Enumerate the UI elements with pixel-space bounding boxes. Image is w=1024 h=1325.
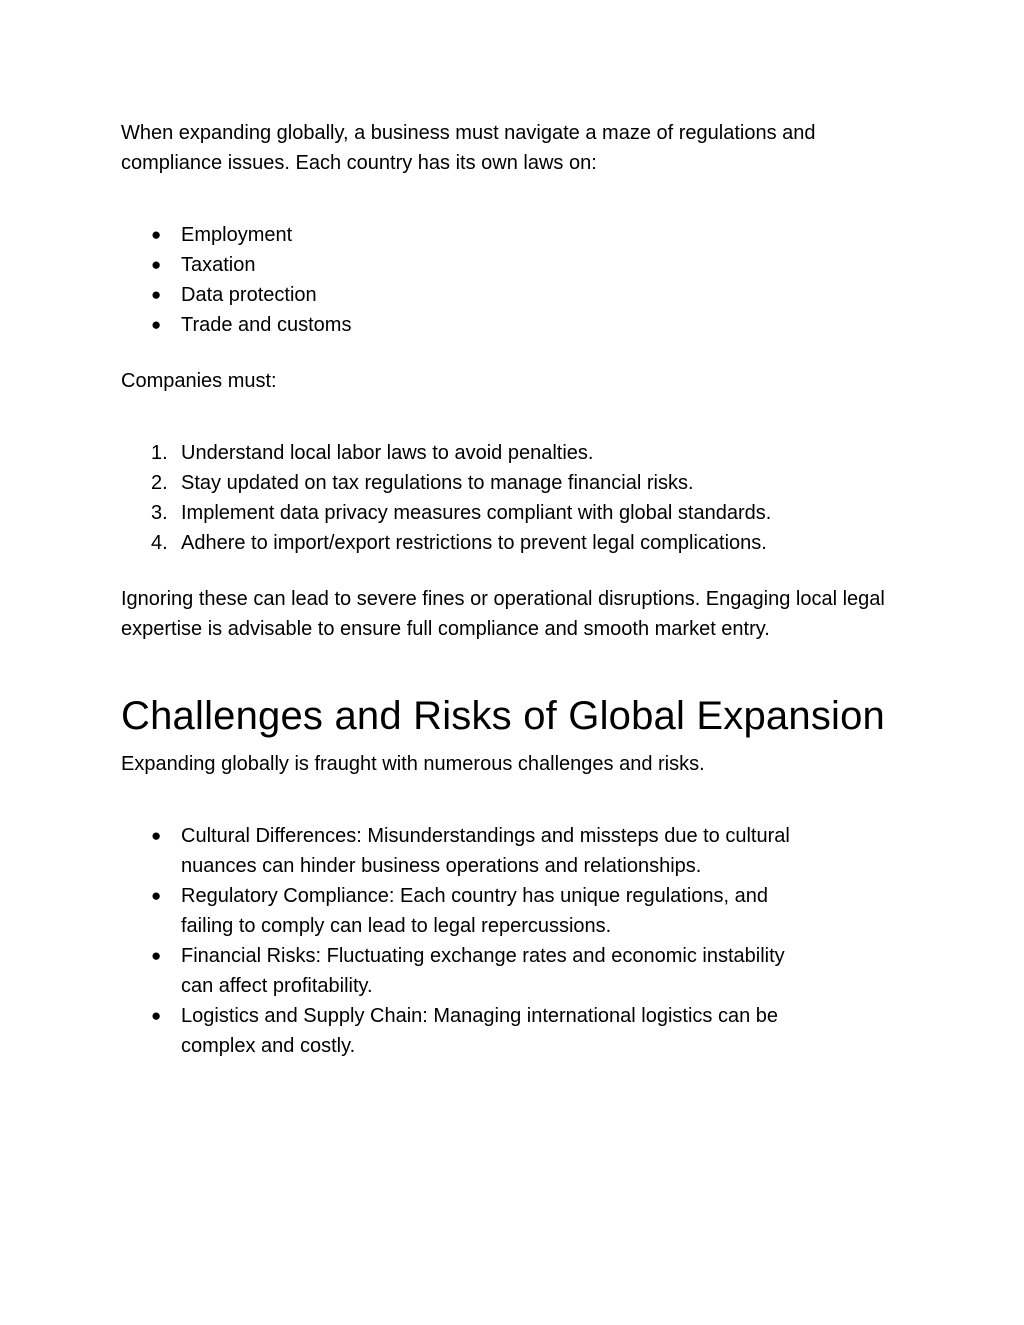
list-item-text: Regulatory Compliance: Each country has unique regulations, and failing to comply can lead to legal repercussions.: [181, 885, 769, 937]
list-number: 3.: [151, 502, 168, 524]
list-item-text: Taxation: [181, 254, 256, 276]
list-item: [121, 438, 911, 468]
list-item: [121, 310, 911, 340]
bullet-icon: ●: [151, 886, 162, 905]
bullet-icon: ●: [151, 826, 162, 845]
closing-paragraph: Ignoring these can lead to severe fines or operational disruptions. Engaging local legal expertise is advisable to ensure full compliance and smooth market entry.: [121, 588, 885, 640]
laws-bullet-list: [121, 220, 911, 340]
bullet-icon: ●: [151, 225, 162, 244]
companies-paragraph: Companies must:: [121, 370, 277, 392]
bullet-icon: ●: [151, 1006, 162, 1025]
list-item-text: Stay updated on tax regulations to manage financial risks.: [181, 472, 694, 494]
list-item: [121, 220, 911, 250]
steps-numbered-list: [121, 438, 911, 558]
list-item-text: Logistics and Supply Chain: Managing international logistics can be complex and costly.: [181, 1005, 779, 1057]
list-item-text: Adhere to import/export restrictions to prevent legal complications.: [181, 532, 767, 554]
list-item-text: Data protection: [181, 284, 317, 306]
list-item: [121, 821, 821, 881]
list-item: [121, 528, 911, 558]
section-intro-paragraph: Expanding globally is fraught with numerous challenges and risks.: [121, 753, 705, 775]
list-item: [121, 280, 911, 310]
list-item: [121, 941, 821, 1001]
bullet-icon: ●: [151, 315, 162, 334]
list-item: [121, 250, 911, 280]
list-item-text: Financial Risks: Fluctuating exchange rates and economic instability can affect profitability.: [181, 945, 785, 997]
section-heading: Challenges and Risks of Global Expansion: [121, 694, 885, 738]
list-item: [121, 498, 911, 528]
bullet-icon: ●: [151, 946, 162, 965]
list-item: [121, 881, 821, 941]
bullet-icon: ●: [151, 255, 162, 274]
list-item: [121, 1001, 821, 1061]
list-item-text: Trade and customs: [181, 314, 352, 336]
list-item-text: Employment: [181, 224, 293, 246]
list-item: [121, 468, 911, 498]
list-number: 1.: [151, 442, 168, 464]
intro-paragraph: When expanding globally, a business must navigate a maze of regulations and compliance issues. Each country has its own laws on:: [121, 122, 816, 174]
bullet-icon: ●: [151, 285, 162, 304]
list-number: 4.: [151, 532, 168, 554]
list-number: 2.: [151, 472, 168, 494]
list-item-text: Cultural Differences: Misunderstandings and missteps due to cultural nuances can hinder business operations and relationships.: [181, 825, 790, 877]
document-page: [121, 118, 911, 1061]
list-item-text: Understand local labor laws to avoid penalties.: [181, 442, 594, 464]
risks-bullet-list: [121, 821, 911, 1061]
list-item-text: Implement data privacy measures compliant with global standards.: [181, 502, 772, 524]
